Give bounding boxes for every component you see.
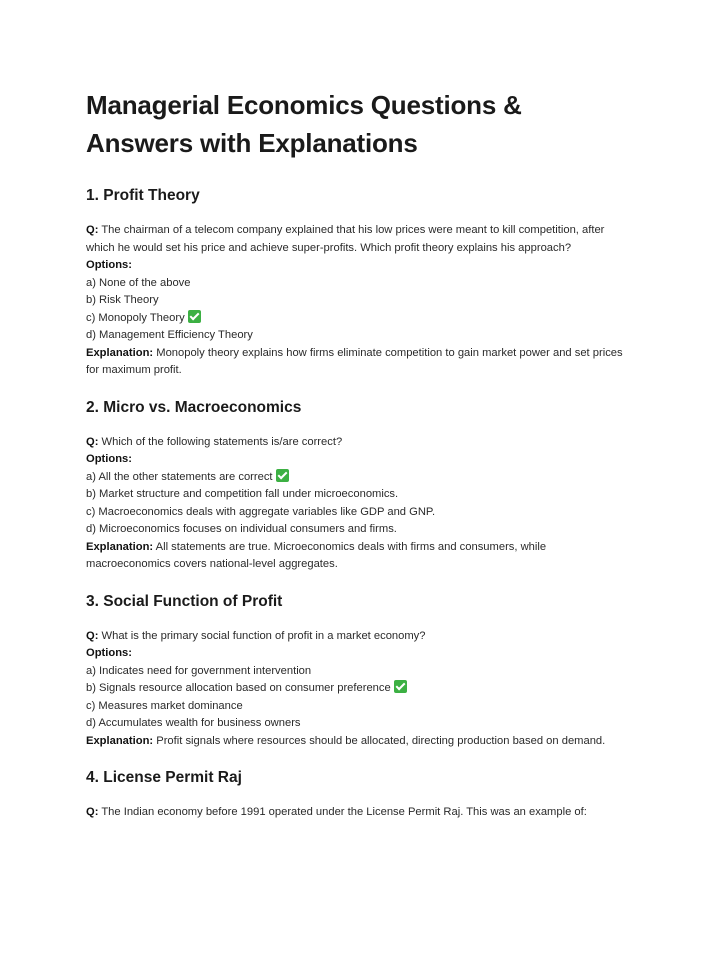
explanation-label: Explanation:	[86, 346, 154, 359]
option-text: b) Signals resource allocation based on consumer preference	[86, 682, 391, 694]
section-heading: 4. License Permit Raj	[86, 769, 242, 786]
option-text: d) Management Efficiency Theory	[86, 329, 253, 341]
explanation-body: Profit signals where resources should be allocated, directing production based on demand.	[153, 734, 606, 747]
option-item	[86, 680, 630, 698]
option-item	[86, 327, 630, 345]
explanation-label: Explanation:	[86, 734, 154, 747]
question-text	[86, 804, 630, 822]
explanation-text	[86, 539, 630, 574]
question-text	[86, 628, 630, 646]
explanation-label: Explanation:	[86, 540, 154, 553]
question-body: The Indian economy before 1991 operated under the License Permit Raj. This was an example of:	[98, 806, 587, 818]
qa-section	[86, 398, 630, 574]
section-heading: 3. Social Function of Profit	[86, 592, 283, 610]
checkmark-icon	[188, 310, 201, 323]
option-text: b) Risk Theory	[86, 294, 159, 306]
option-item	[86, 715, 630, 733]
qa-section	[86, 592, 630, 751]
question-text	[86, 434, 630, 452]
question-label: Q:	[86, 435, 99, 448]
option-text: d) Microeconomics focuses on individual consumers and firms.	[86, 523, 397, 535]
section-heading: 1. Profit Theory	[86, 187, 200, 204]
option-text: b) Market structure and competition fall under microeconomics.	[86, 488, 399, 500]
option-item	[86, 310, 630, 328]
question-text	[86, 222, 630, 257]
option-text: c) Macroeconomics deals with aggregate variables like GDP and GNP.	[86, 505, 436, 518]
qa-section	[86, 186, 630, 380]
options-label: Options:	[86, 453, 132, 465]
option-item	[86, 504, 630, 522]
option-text: a) All the other statements are correct	[86, 470, 273, 483]
option-item	[86, 521, 630, 539]
option-item	[86, 275, 630, 293]
option-item	[86, 469, 630, 487]
page-title: Managerial Economics Questions & Answers with Explanations	[86, 90, 522, 158]
options-label: Options:	[86, 259, 132, 271]
option-item	[86, 663, 630, 681]
question-label: Q:	[86, 806, 99, 818]
options-label: Options:	[86, 647, 132, 659]
question-label: Q:	[86, 224, 99, 236]
qa-section	[86, 768, 630, 822]
checkmark-icon	[394, 680, 407, 693]
sections-container	[86, 186, 630, 822]
option-text: c) Measures market dominance	[86, 699, 243, 712]
option-text: c) Monopoly Theory	[86, 311, 185, 324]
question-body: Which of the following statements is/are correct?	[98, 435, 343, 448]
explanation-text	[86, 345, 630, 380]
option-text: a) None of the above	[86, 276, 191, 289]
option-text: d) Accumulates wealth for business owners	[86, 717, 301, 729]
explanation-body: All statements are true. Microeconomics deals with firms and consumers, while macroeconomics covers national-level aggregates.	[86, 540, 547, 570]
section-heading: 2. Micro vs. Macroeconomics	[86, 398, 302, 416]
question-label: Q:	[86, 629, 99, 642]
question-body: What is the primary social function of profit in a market economy?	[98, 629, 426, 642]
option-item	[86, 698, 630, 716]
option-item	[86, 292, 630, 310]
question-body: The chairman of a telecom company explained that his low prices were meant to kill competition, after which he would set his price and achieve super-profits. Which profit theory explains his approach?	[86, 224, 605, 254]
option-text: a) Indicates need for government intervention	[86, 664, 312, 677]
checkmark-icon	[276, 469, 289, 482]
explanation-body: Monopoly theory explains how firms eliminate competition to gain market power and set prices for maximum profit.	[86, 346, 623, 376]
option-item	[86, 486, 630, 504]
explanation-text	[86, 733, 630, 751]
